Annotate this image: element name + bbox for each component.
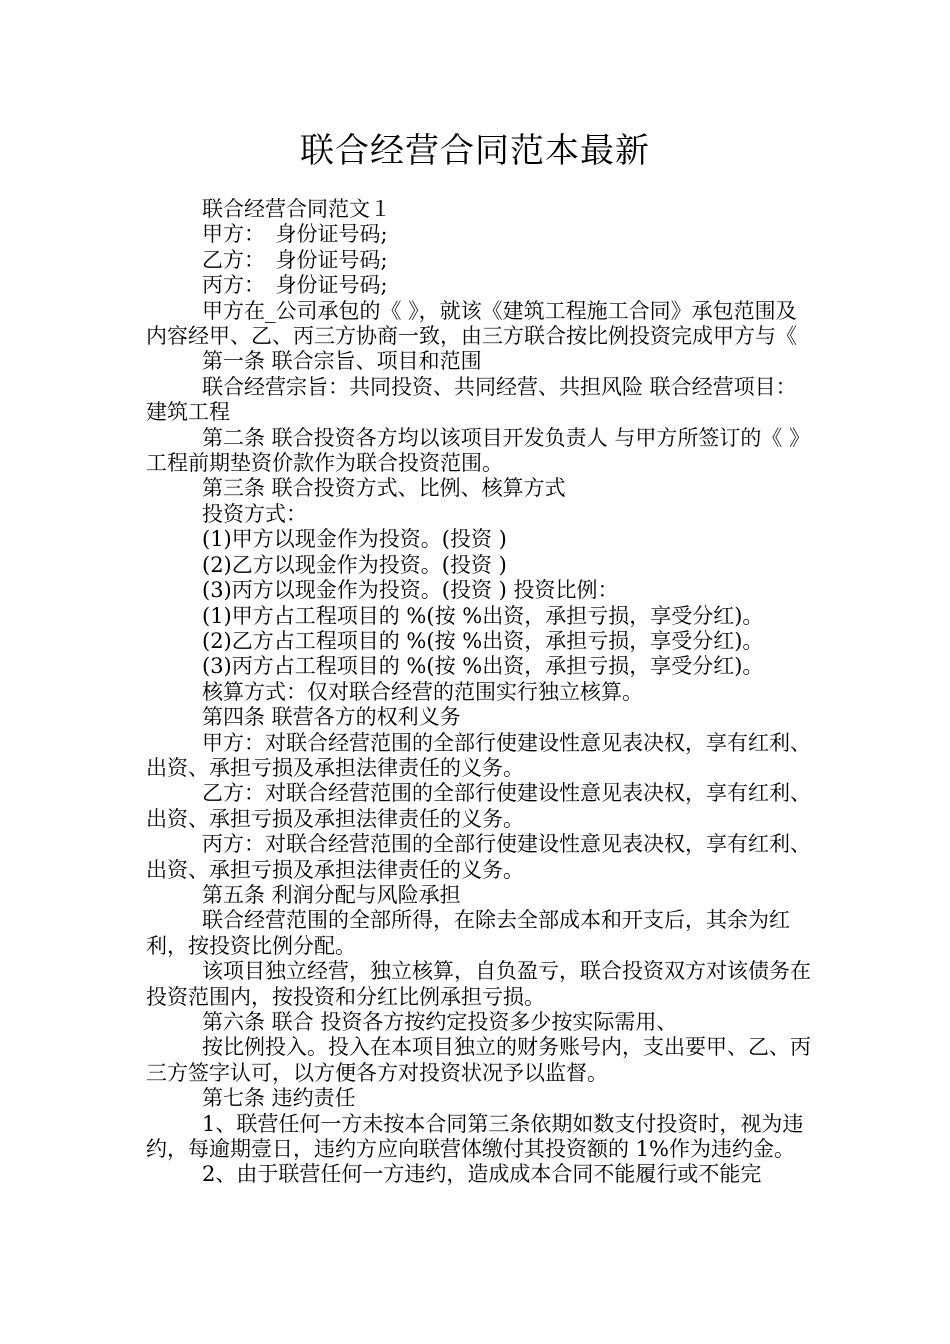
paragraph: 该项目独立经营，独立核算，自负盈亏，联合投资双方对该债务在投资范围内，按投资和分红比例承担亏损。 (146, 959, 811, 1009)
paragraph: 第六条 联合 投资各方按约定投资多少按实际需用、 (202, 1010, 678, 1034)
paragraph: 甲方：对联合经营范围的全部行使建设性意见表决权，享有红利、出资、承担亏损及承担法律责任的义务。 (146, 730, 811, 780)
paragraph: 丙方： 身份证号码; (202, 273, 388, 298)
paragraph: 乙方： 身份证号码; (202, 247, 388, 272)
paragraph: 乙方：对联合经营范围的全部行使建设性意见表决权，享有红利、出资、承担亏损及承担法律责任的义务。 (146, 781, 811, 831)
paragraph: 第二条 联合投资各方均以该项目开发负责人 与甲方所签订的《 》工程前期垫资价款作为联合投资范围。 (146, 425, 811, 476)
paragraph: 联合经营合同范文１ (202, 197, 391, 221)
paragraph: 投资方式： (202, 501, 307, 526)
paragraph: 丙方：对联合经营范围的全部行使建设性意见表决权，享有红利、出资、承担亏损及承担法律责任的义务。 (146, 832, 811, 882)
paragraph: 核算方式：仅对联合经营的范围实行独立核算。 (202, 679, 643, 704)
paragraph: 第七条 违约责任 (202, 1086, 356, 1111)
paragraph: (1)甲方以现金作为投资。(投资 ) (202, 527, 507, 552)
paragraph: (1)甲方占工程项目的 %(按 %出资，承担亏损，享受分红)。 (202, 603, 764, 628)
paragraph: (2)乙方占工程项目的 %(按 %出资，承担亏损，享受分红)。 (202, 628, 764, 653)
document-body (146, 197, 811, 1188)
paragraph: (2)乙方以现金作为投资。(投资 ) (202, 552, 507, 577)
paragraph: 2、由于联营任何一方违约，造成成本合同不能履行或不能完 (202, 1162, 762, 1187)
paragraph: 按比例投入。投入在本项目独立的财务账号内，支出要甲、乙、丙三方签字认可，以方便各方对投资状况予以监督。 (146, 1035, 811, 1085)
paragraph: 第四条 联营各方的权利义务 (202, 705, 461, 730)
paragraph: 联合经营宗旨：共同投资、共同经营、共担风险 联合经营项目：建筑工程 (146, 374, 797, 425)
paragraph: 1、联营任何一方未按本合同第三条依期如数支付投资时，视为违约，每逾期壹日，违约方应向联营体缴付其投资额的 1%作为违约金。 (146, 1111, 804, 1162)
paragraph: 甲方在_公司承包的《 》，就该《建筑工程施工合同》承包范围及内容经甲、乙、丙三方协商一致，由三方联合按比例投资完成甲方与《 (146, 298, 797, 349)
paragraph: 第三条 联合投资方式、比例、核算方式 (202, 476, 566, 501)
paragraph: (3)丙方占工程项目的 %(按 %出资，承担亏损，享受分红)。 (202, 654, 764, 679)
document-title: 联合经营合同范本最新 (300, 131, 650, 171)
paragraph: 联合经营范围的全部所得，在除去全部成本和开支后，其余为红利，按投资比例分配。 (146, 908, 790, 958)
paragraph: 第五条 利润分配与风险承担 (202, 882, 461, 907)
paragraph: (3)丙方以现金作为投资。(投资 ) 投资比例： (202, 578, 619, 603)
paragraph: 第一条 联合宗旨、项目和范围 (202, 349, 482, 374)
paragraph: 甲方： 身份证号码; (202, 222, 388, 247)
